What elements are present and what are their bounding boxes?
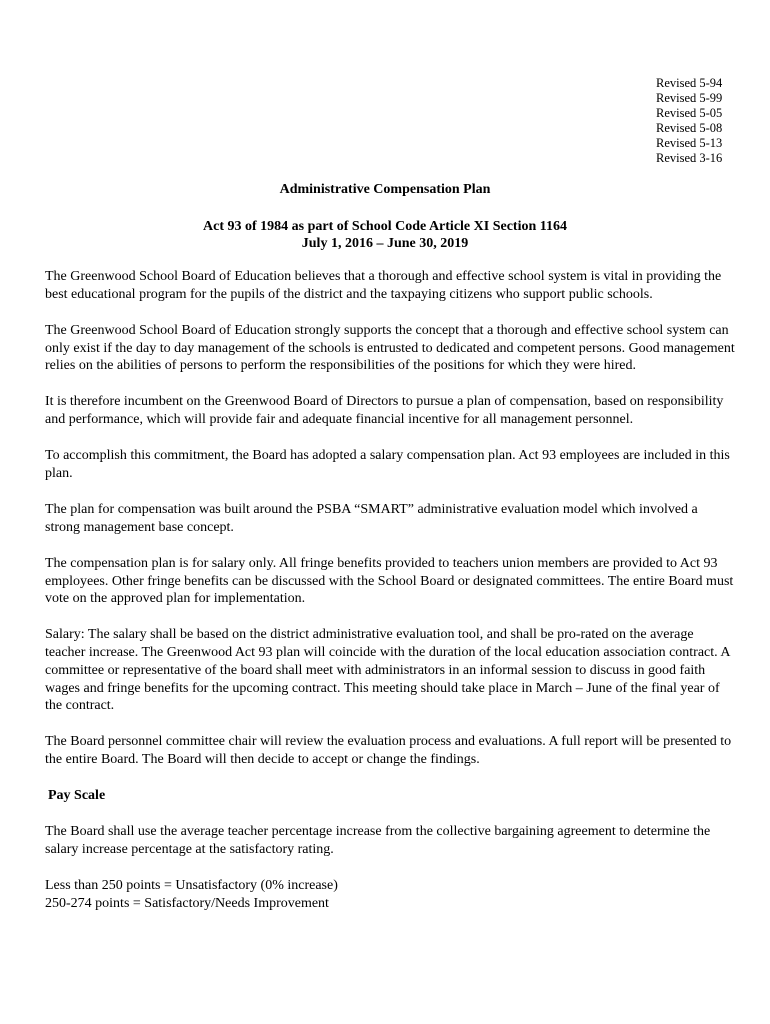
body-paragraph: It is therefore incumbent on the Greenwood Board of Directors to pursue a plan of compensation, based on responsibility and performance, which will provide fair and adequate financial incentive for all management personnel. (45, 394, 724, 428)
body-paragraph: The plan for compensation was built around the PSBA “SMART” administrative evaluation model which involved a strong management base concept. (45, 501, 698, 535)
body-paragraph: To accomplish this commitment, the Board has adopted a salary compensation plan. Act 93 employees are included in this plan. (45, 448, 730, 481)
revision-line: Revised 5-05 (656, 105, 723, 120)
pay-scale-line: 250-274 points = Satisfactory/Needs Improvement (45, 895, 329, 911)
document-subtitle: Act 93 of 1984 as part of School Code Article XI Section 1164 (203, 219, 567, 234)
document-dates: July 1, 2016 – June 30, 2019 (301, 236, 469, 251)
revision-line: Revised 5-99 (656, 90, 723, 105)
body-paragraph: The Greenwood School Board of Education strongly supports the concept that a thorough and effective school system can only exist if the day to day management of the schools is entrusted to dedicated and competent persons. Good management relies on the abilities of persons to perform the responsibilities of the positions for which they were hired. (45, 322, 735, 374)
revision-line: Revised 5-94 (656, 76, 723, 90)
body-paragraph: The compensation plan is for salary only. All fringe benefits provided to teachers union members are provided to Act 93 employees. Other fringe benefits can be discussed with the School Board or designated committees. The entire Board must vote on the approved plan for implementation. (45, 555, 734, 607)
pay-scale-intro: The Board shall use the average teacher percentage increase from the collective bargaining agreement to determine the salary increase percentage at the satisfactory rating. (45, 824, 711, 858)
pay-scale-heading: Pay Scale (48, 788, 106, 804)
document-body (45, 268, 735, 913)
revision-line: Revised 3-16 (656, 150, 723, 165)
pay-scale-line: Less than 250 points = Unsatisfactory (0% increase) (45, 878, 338, 893)
document-title: Administrative Compensation Plan (279, 182, 491, 197)
revision-history (656, 76, 746, 165)
revision-line: Revised 5-08 (656, 120, 723, 135)
revision-line: Revised 5-13 (656, 135, 723, 150)
body-paragraph: The Board personnel committee chair will review the evaluation process and evaluations. A full report will be presented to the entire Board. The Board will then decide to accept or change the findings. (45, 734, 732, 768)
body-paragraph: The Greenwood School Board of Education believes that a thorough and effective school system is vital in providing the best educational program for the pupils of the district and the taxpaying citizens who support public schools. (45, 269, 722, 302)
body-paragraph: Salary: The salary shall be based on the district administrative evaluation tool, and shall be pro-rated on the average teacher increase. The Greenwood Act 93 plan will coincide with the duration of the local education association contract. A committee or representative of the board shall meet with administrators in an informal session to discuss in good faith wages and fringe benefits for the upcoming contract. This meeting should take place in March – June of the final year of the contract. (45, 627, 730, 714)
